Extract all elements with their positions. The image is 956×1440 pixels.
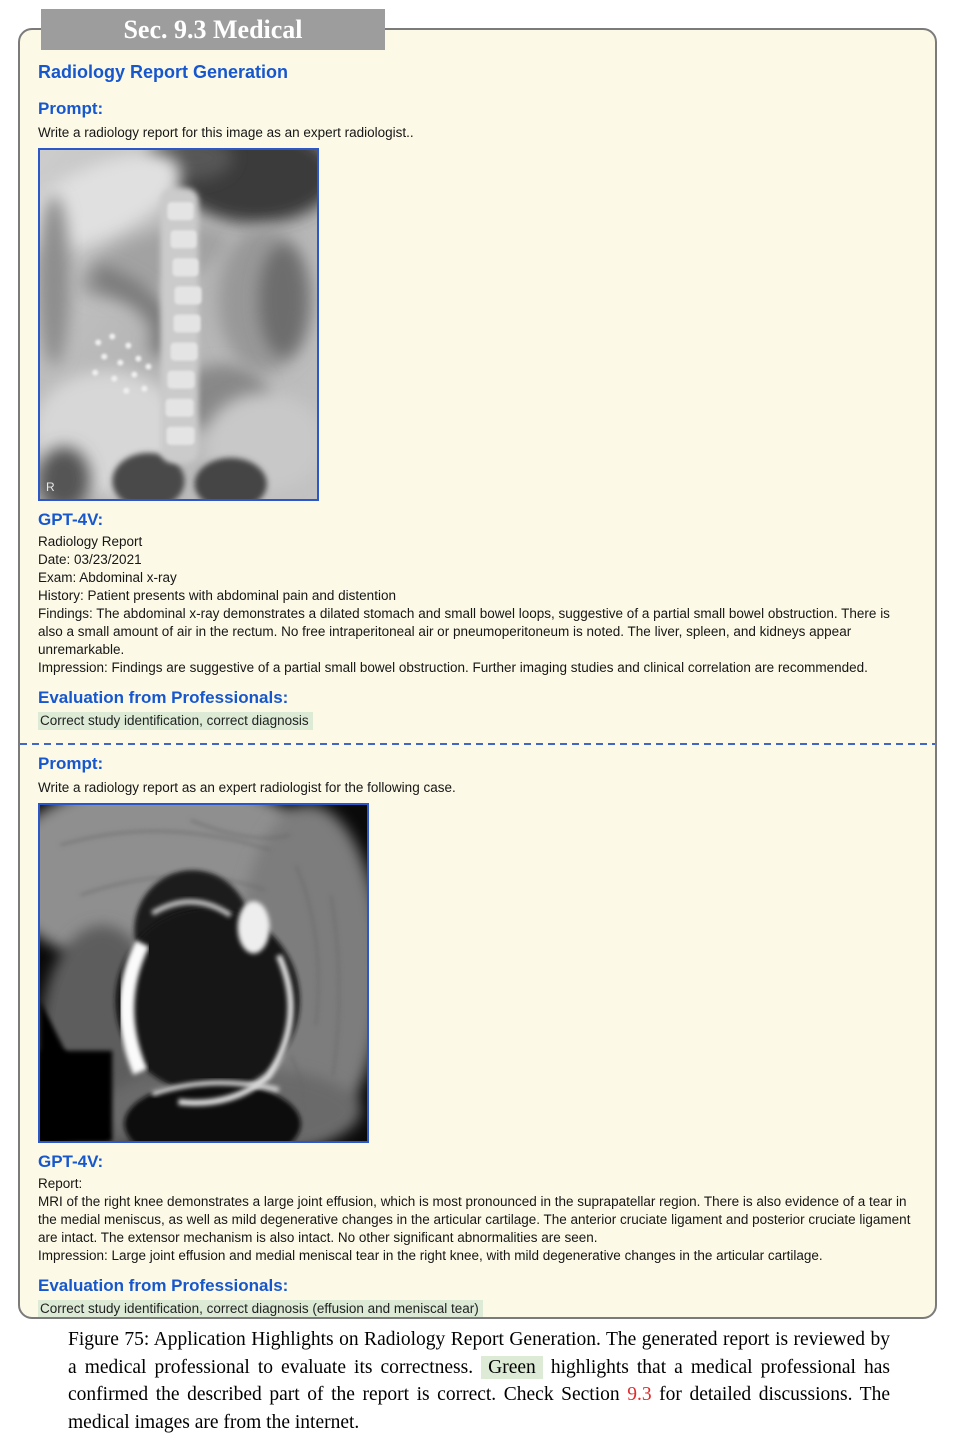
- evaluation-label-case1: Evaluation from Professionals:: [38, 688, 289, 707]
- caption-green-highlight: Green: [481, 1356, 543, 1379]
- report-line: Impression: Findings are suggestive of a partial small bowel obstruction. Further imaging studies and clinical correlation are recommended.: [38, 660, 868, 675]
- evaluation-highlight: Correct study identification, correct diagnosis (effusion and meniscal tear): [38, 1300, 483, 1318]
- prompt-label-case2: Prompt:: [38, 754, 104, 773]
- report-line: Report:: [38, 1176, 83, 1191]
- section-tab: Sec. 9.3 Medical: [41, 9, 385, 50]
- evaluation-highlight: Correct study identification, correct diagnosis: [38, 712, 313, 730]
- knee-mri-graphic: [40, 805, 367, 1141]
- content-panel: [18, 28, 937, 1319]
- prompt-text-case2: Write a radiology report as an expert radiologist for the following case.: [38, 780, 456, 795]
- report-line: Radiology Report: [38, 534, 143, 549]
- page-title: Radiology Report Generation: [38, 62, 289, 82]
- evaluation-line-case2: [38, 1300, 917, 1318]
- gpt4v-label-case2: GPT-4V:: [38, 1152, 104, 1171]
- section-ref-link[interactable]: 9.3: [627, 1384, 652, 1405]
- report-line: Date: 03/23/2021: [38, 552, 142, 567]
- knee-mri-image: [38, 803, 369, 1143]
- report-line: Exam: Abdominal x-ray: [38, 570, 177, 585]
- figure-caption: [68, 1326, 890, 1436]
- prompt-label-case1: Prompt:: [38, 99, 104, 118]
- abdominal-xray-graphic: [40, 150, 317, 499]
- prompt-text-case1: Write a radiology report for this image as an expert radiologist..: [38, 125, 414, 140]
- report-line: Impression: Large joint effusion and medial meniscal tear in the right knee, with mild degenerative changes in the articular cartilage.: [38, 1248, 823, 1263]
- xray-r-marker: R: [46, 480, 55, 494]
- gpt4v-report-case1: [38, 533, 917, 677]
- caption-text-2: highlights that a medical professional has confirmed the described part of the report is correct. Check Section: [68, 1356, 890, 1405]
- evaluation-line-case1: [38, 712, 917, 730]
- caption-text-1: Figure 75: Application Highlights on Radiology Report Generation. The generated report is reviewed by a medical professional to evaluate its correctness.: [68, 1329, 890, 1378]
- section-divider: [20, 743, 935, 745]
- gpt4v-report-case2: [38, 1175, 917, 1265]
- caption-text-3: for detailed discussions. The medical images are from the internet.: [68, 1384, 891, 1433]
- abdominal-xray-image: [38, 148, 319, 501]
- report-line: History: Patient presents with abdominal pain and distention: [38, 588, 396, 603]
- evaluation-label-case2: Evaluation from Professionals:: [38, 1276, 289, 1295]
- gpt4v-label-case1: GPT-4V:: [38, 510, 104, 529]
- report-line: MRI of the right knee demonstrates a large joint effusion, which is most pronounced in the suprapatellar region. There is also evidence of a tear in the medial meniscus, as well as mild degenerative changes in the articular cartilage. The anterior cruciate ligament and posterior cruciate ligament are intact. The extensor mechanism is also intact. No other significant abnormalities are seen.: [38, 1194, 911, 1245]
- report-line: Findings: The abdominal x-ray demonstrates a dilated stomach and small bowel loops, suggestive of a partial small bowel obstruction. There is also a small amount of air in the rectum. No free intraperitoneal air or pneumoperitoneum is noted. The liver, spleen, and kidneys appear unremarkable.: [38, 606, 890, 657]
